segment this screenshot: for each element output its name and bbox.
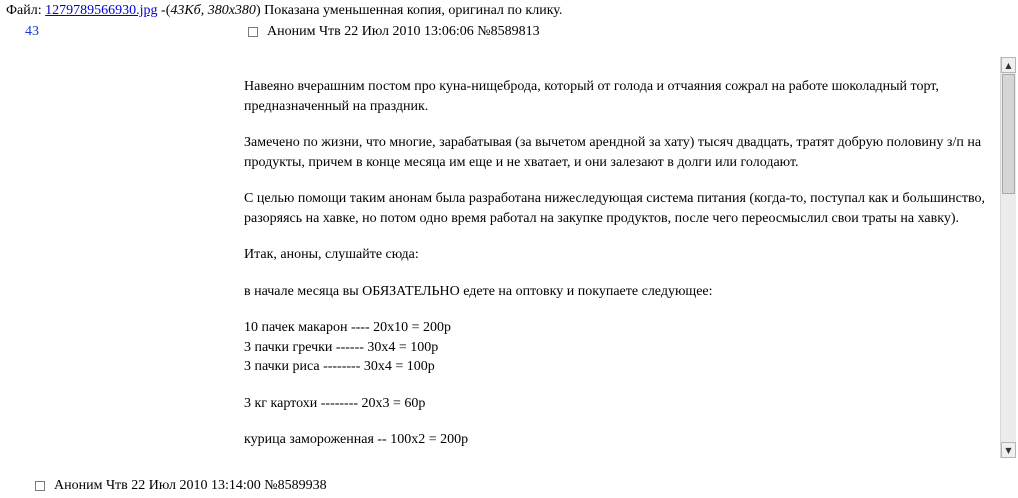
post-header — [248, 24, 540, 40]
vertical-scrollbar[interactable] — [1000, 57, 1016, 458]
file-separator: -( — [157, 3, 171, 18]
post-counter: 43 — [25, 24, 39, 39]
scrollbar-thumb[interactable] — [1002, 74, 1015, 194]
file-note: ) Показана уменьшенная копия, оригинал по клику. — [255, 3, 563, 18]
scroll-down-icon[interactable]: ▼ — [1001, 442, 1016, 458]
list-item: 3 пачки риса -------- 30x4 = 100р — [244, 359, 435, 374]
post-select-checkbox[interactable] — [35, 481, 45, 491]
post-body-scroll-area[interactable] — [236, 57, 1016, 458]
list-item: 10 пачек макарон ---- 20x10 = 200р — [244, 320, 452, 335]
post-body — [244, 77, 996, 458]
post-header-text: Аноним Чтв 22 Июл 2010 13:14:00 №8589938 — [54, 478, 327, 493]
list-item: курица замороженная -- 100x2 = 200р — [244, 432, 469, 447]
list-item: 3 кг картохи -------- 20x3 = 60р — [244, 395, 426, 411]
post-list — [244, 318, 996, 377]
file-size-dims: 43Кб, 380x380 — [170, 3, 256, 18]
post-list — [244, 430, 996, 450]
post-paragraph: Навеяно вчерашним постом про куна-нищеброда, который от голода и отчаяния сожрал на работе шоколадный торт, предназначенный на праздник. — [244, 79, 939, 114]
list-item: 3 пачки гречки ------ 30x4 = 100р — [244, 339, 439, 355]
post-paragraph: в начале месяца вы ОБЯЗАТЕЛЬНО едете на оптовку и покупаете следующее: — [244, 283, 713, 299]
post-paragraph: Замечено по жизни, что многие, зарабатывая (за вычетом арендной за хату) тысяч двадцать, тратят добрую половину з/п на продукты, причем в конце месяца им еще и не хватает, и они залезают в долги или голодают. — [244, 135, 982, 170]
scroll-up-icon[interactable]: ▲ — [1001, 57, 1016, 73]
post-header-text: Аноним Чтв 22 Июл 2010 13:06:06 №8589813 — [267, 24, 540, 39]
post-select-checkbox[interactable] — [248, 27, 258, 37]
next-post-header — [35, 478, 327, 494]
post-list — [244, 394, 996, 414]
post-paragraph: Итак, аноны, слушайте сюда: — [244, 247, 419, 262]
file-label: Файл: — [6, 3, 46, 18]
file-info-line — [6, 3, 562, 19]
file-link[interactable]: 1279789566930.jpg — [45, 3, 158, 18]
post-paragraph: С целью помощи таким анонам была разработана нижеследующая система питания (когда-то, поступал как и большинство, разоряясь на хавке, но потом одно время работал на закупке продуктов, после чего переосмыслил свои траты на хавку). — [244, 191, 985, 226]
